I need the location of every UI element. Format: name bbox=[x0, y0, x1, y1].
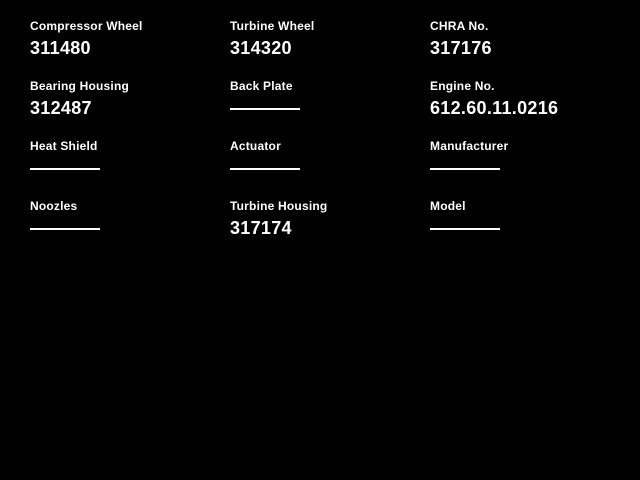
field-label: Back Plate bbox=[230, 79, 293, 93]
field-value: 314320 bbox=[230, 38, 292, 58]
field-value: 317174 bbox=[230, 218, 292, 238]
field-compressor-wheel bbox=[30, 19, 230, 79]
field-bearing-housing bbox=[30, 79, 230, 139]
field-label: Turbine Wheel bbox=[230, 19, 315, 33]
empty-value-line bbox=[430, 228, 500, 230]
field-label: Bearing Housing bbox=[30, 79, 130, 93]
empty-value-line bbox=[30, 228, 100, 230]
field-label: Model bbox=[430, 199, 466, 213]
field-label: Turbine Housing bbox=[230, 199, 328, 213]
empty-value-line bbox=[230, 168, 300, 170]
field-label: Noozles bbox=[30, 199, 78, 213]
empty-value-line bbox=[430, 168, 500, 170]
empty-value-line bbox=[230, 108, 300, 110]
field-label: Actuator bbox=[230, 139, 281, 153]
field-heat-shield bbox=[30, 139, 230, 199]
field-chra-no bbox=[430, 19, 630, 79]
field-label: Heat Shield bbox=[30, 139, 98, 153]
field-actuator bbox=[230, 139, 430, 199]
field-turbine-wheel bbox=[230, 19, 430, 79]
field-value: 311480 bbox=[30, 38, 91, 58]
field-label: CHRA No. bbox=[430, 19, 489, 33]
field-noozles bbox=[30, 199, 230, 259]
fields-grid bbox=[30, 19, 630, 259]
field-value: 612.60.11.0216 bbox=[430, 98, 559, 118]
field-label: Manufacturer bbox=[430, 139, 509, 153]
field-model bbox=[430, 199, 630, 259]
field-value: 317176 bbox=[430, 38, 492, 58]
field-turbine-housing bbox=[230, 199, 430, 259]
empty-value-line bbox=[30, 168, 100, 170]
field-label: Engine No. bbox=[430, 79, 495, 93]
field-value: 312487 bbox=[30, 98, 92, 118]
field-manufacturer bbox=[430, 139, 630, 199]
field-label: Compressor Wheel bbox=[30, 19, 143, 33]
field-back-plate bbox=[230, 79, 430, 139]
field-engine-no bbox=[430, 79, 630, 139]
